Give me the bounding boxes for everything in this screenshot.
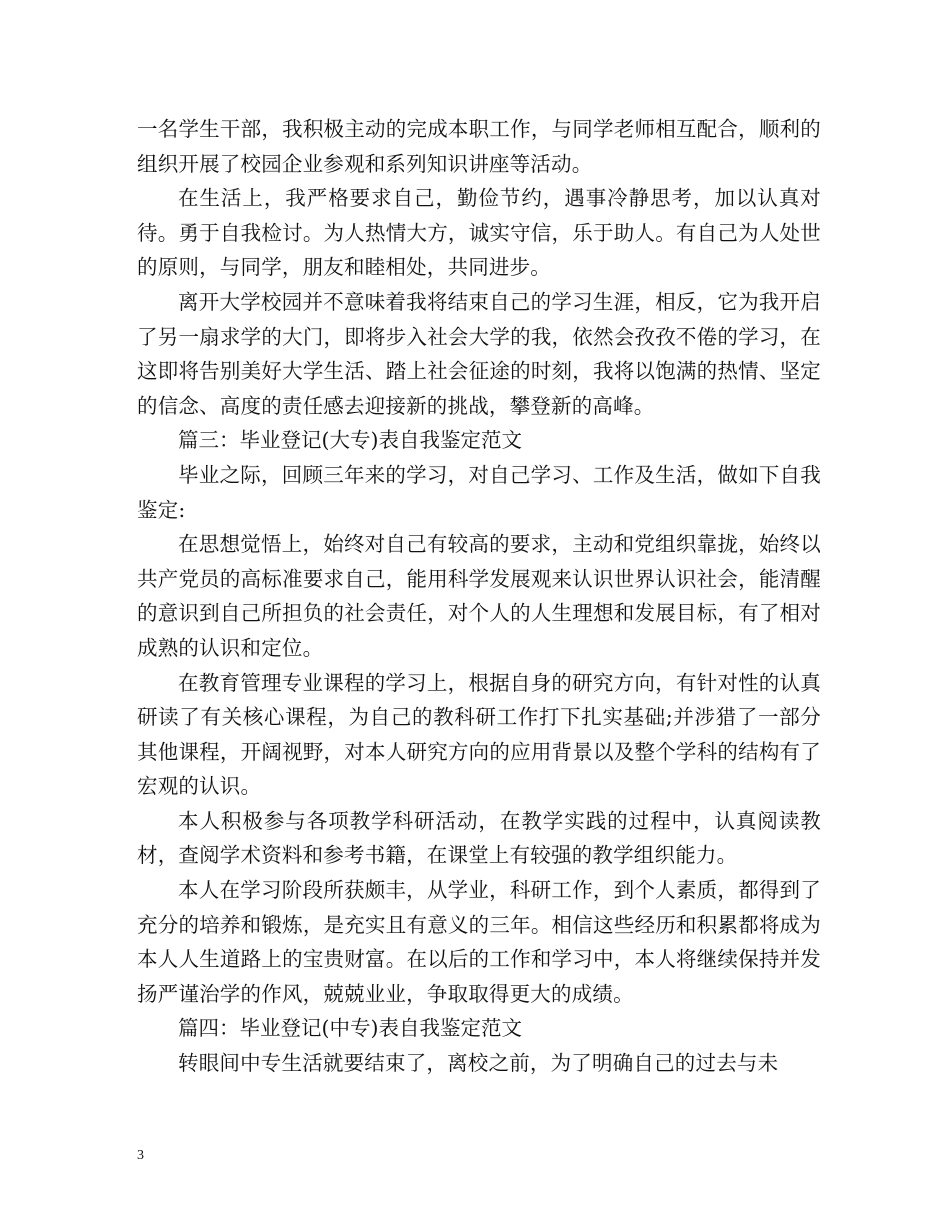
paragraph-3: 离开大学校园并不意味着我将结束自己的学习生涯，相反，它为我开启了另一扇求学的大门，即将步入社会大学的我，依然会孜孜不倦的学习，在这即将告别美好大学生活、踏上社会征途的时刻，我将以饱满的热情、坚定的信念、高度的责任感去迎接新的挑战，攀登新的高峰。 (137, 289, 821, 418)
paragraph-1: 一名学生干部，我积极主动的完成本职工作，与同学老师相互配合，顺利的组织开展了校园企业参观和系列知识讲座等活动。 (137, 117, 821, 176)
section-heading-3: 篇三：毕业登记(大专)表自我鉴定范文 (178, 428, 522, 453)
paragraph-7: 本人积极参与各项教学科研活动，在教学实践的过程中，认真阅读教材，查阅学术资料和参考书籍，在课堂上有较强的教学组织能力。 (137, 808, 821, 868)
paragraph-9: 转眼间中专生活就要结束了，离校之前，为了明确自己的过去与未 (178, 1051, 779, 1076)
paragraph-8: 本人在学习阶段所获颇丰，从学业，科研工作，到个人素质，都得到了充分的培养和锻炼，是充实且有意义的三年。相信这些经历和积累都将成为本人人生道路上的宝贵财富。在以后的工作和学习中，本人将继续保持并发扬严谨治学的作风，兢兢业业，争取取得更大的成绩。 (137, 878, 821, 1006)
paragraph-2: 在生活上，我严格要求自己，勤俭节约，遇事冷静思考，加以认真对待。勇于自我检讨。为人热情大方，诚实守信，乐于助人。有自己为人处世的原则，与同学，朋友和睦相处，共同进步。 (137, 186, 821, 280)
paragraph-5: 在思想觉悟上，始终对自己有较高的要求，主动和党组织靠拢，始终以共产党员的高标准要求自己，能用科学发展观来认识世界认识社会，能清醒的意识到自己所担负的社会责任，对个人的人生理想和发展目标，有了相对成熟的认识和定位。 (137, 532, 821, 660)
paragraph-4: 毕业之际，回顾三年来的学习，对自己学习、工作及生活，做如下自我鉴定: (137, 462, 821, 522)
page-number: 3 (137, 1148, 144, 1163)
paragraph-6: 在教育管理专业课程的学习上，根据自身的研究方向，有针对性的认真研读了有关核心课程，为自己的教科研工作打下扎实基础;并涉猎了一部分其他课程，开阔视野，对本人研究方向的应用背景以及整个学科的结构有了宏观的认识。 (137, 670, 821, 799)
document-body (137, 112, 821, 1081)
section-heading-4: 篇四：毕业登记(中专)表自我鉴定范文 (178, 1016, 522, 1041)
